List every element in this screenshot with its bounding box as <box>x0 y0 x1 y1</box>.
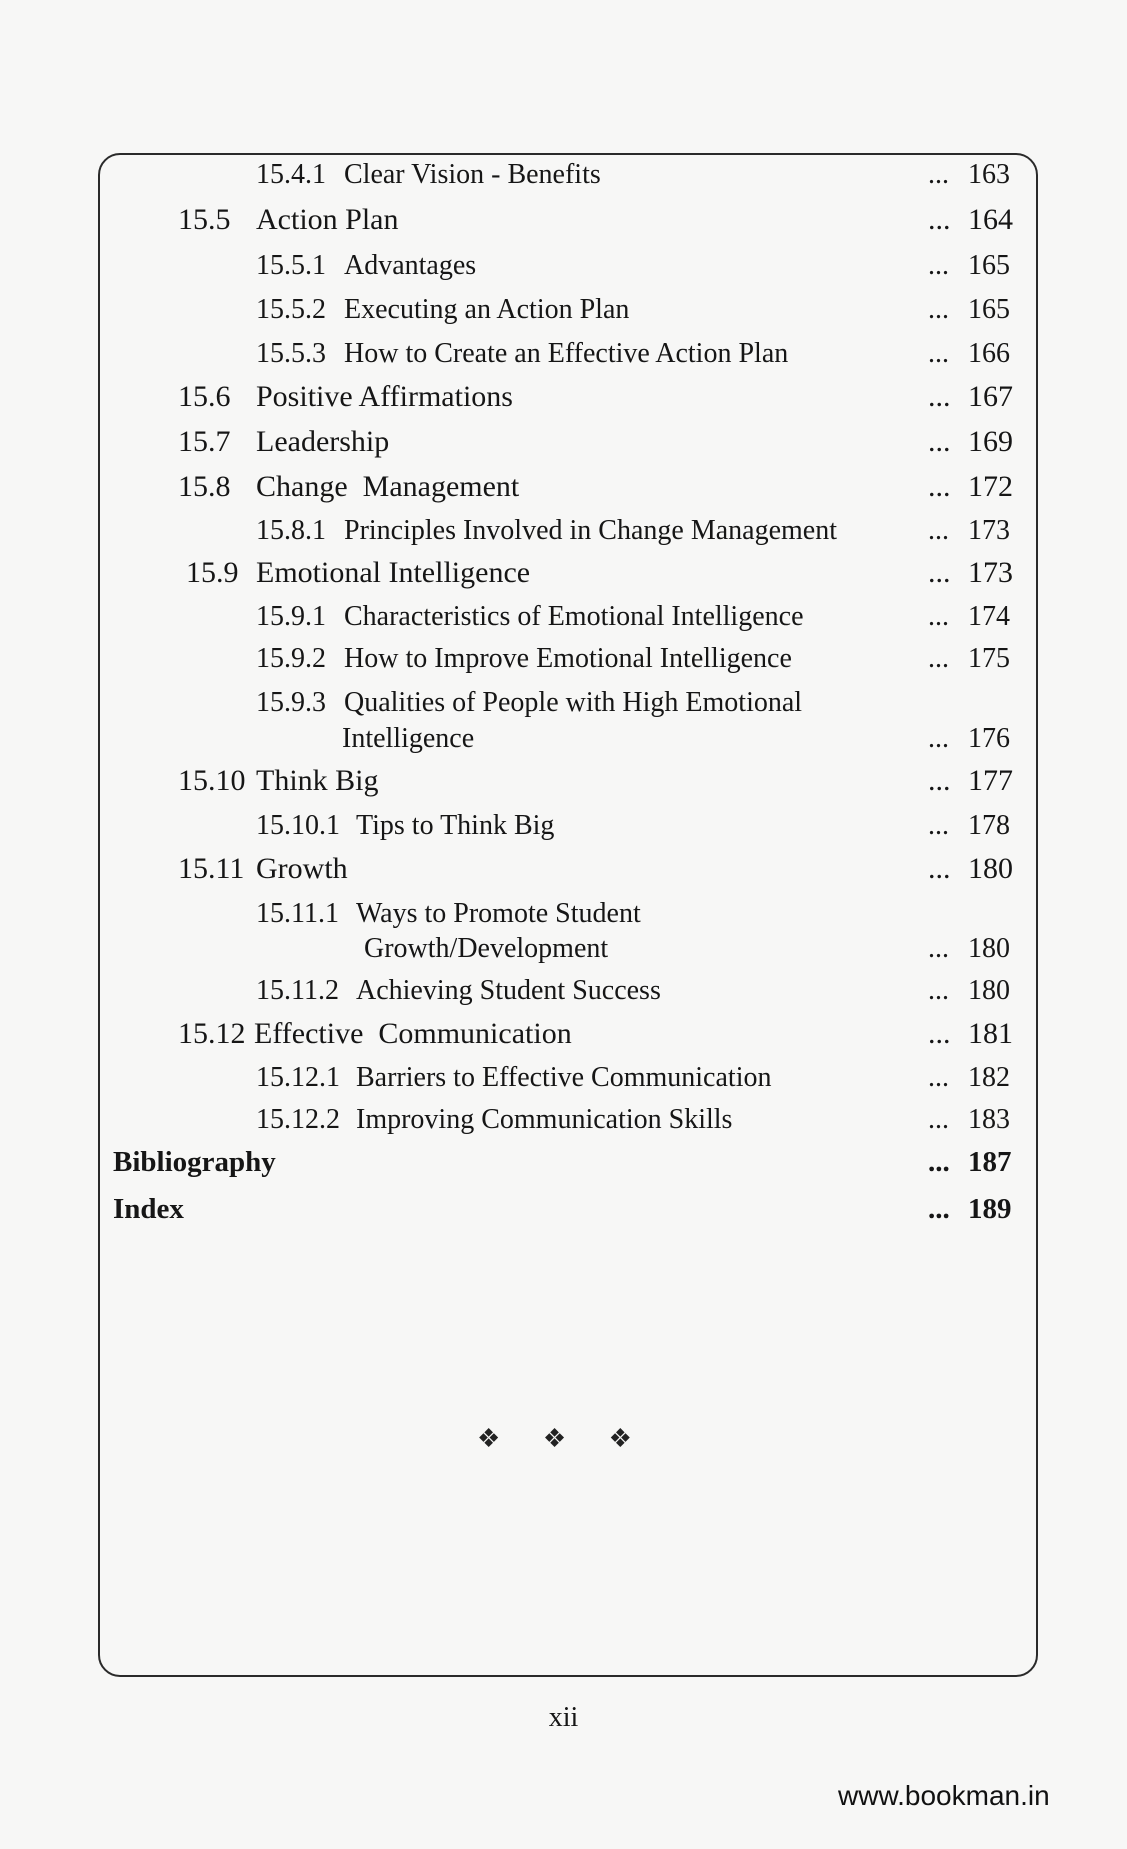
leader-dots: ... <box>928 723 949 754</box>
leader-dots: ... <box>928 380 951 413</box>
entry-page: 165 <box>968 250 1010 281</box>
entry-title: Emotional Intelligence <box>256 556 531 589</box>
entry-number: 15.6 <box>178 380 231 413</box>
entry-number: 15.10.1 <box>256 810 340 841</box>
entry-page: 177 <box>968 764 1013 797</box>
leader-dots: ... <box>928 470 951 503</box>
entry-title: How to Create an Effective Action Plan <box>344 338 789 369</box>
leader-dots: ... <box>928 250 949 281</box>
entry-title: Think Big <box>256 764 379 797</box>
entry-page: 189 <box>968 1193 1012 1225</box>
entry-number: 15.11.2 <box>256 975 339 1006</box>
entry-page: 165 <box>968 294 1010 325</box>
entry-page: 181 <box>968 1017 1013 1050</box>
entry-page: 173 <box>968 556 1013 589</box>
leader-dots: ... <box>928 1062 949 1093</box>
leader-dots: ... <box>928 515 949 546</box>
entry-page: 174 <box>968 601 1010 632</box>
entry-page: 180 <box>968 852 1013 885</box>
entry-page: 178 <box>968 810 1010 841</box>
leader-dots: ... <box>928 1193 950 1225</box>
entry-title: Leadership <box>256 425 390 458</box>
leader-dots: ... <box>928 425 951 458</box>
leader-dots: ... <box>928 159 949 190</box>
entry-number: 15.8 <box>178 470 231 503</box>
entry-number: 15.7 <box>178 425 231 458</box>
entry-number: 15.12.1 <box>256 1062 340 1093</box>
entry-number: 15.5 <box>178 203 231 236</box>
ornament-divider: ❖ ❖ ❖ <box>477 1424 650 1453</box>
entry-number: 15.11.1 <box>256 898 339 929</box>
entry-title: Growth <box>256 852 348 885</box>
entry-page: 163 <box>968 159 1010 190</box>
leader-dots: ... <box>928 643 949 674</box>
entry-page: 166 <box>968 338 1010 369</box>
leader-dots: ... <box>928 338 949 369</box>
entry-number: 15.5.1 <box>256 250 326 281</box>
leader-dots: ... <box>928 852 951 885</box>
entry-title: Barriers to Effective Communication <box>356 1062 772 1093</box>
leader-dots: ... <box>928 1017 951 1050</box>
entry-title: Characteristics of Emotional Intelligence <box>344 601 804 632</box>
entry-page: 182 <box>968 1062 1010 1093</box>
entry-number: 15.4.1 <box>256 159 326 190</box>
leader-dots: ... <box>928 810 949 841</box>
entry-number: 15.9 <box>186 556 239 589</box>
entry-title: Advantages <box>344 250 477 281</box>
entry-title: Positive Affirmations <box>256 380 513 413</box>
entry-title: Tips to Think Big <box>356 810 555 841</box>
entry-title: Change Management <box>256 470 520 503</box>
entry-page: 164 <box>968 203 1013 236</box>
watermark-url: www.bookman.in <box>838 1780 1050 1811</box>
leader-dots: ... <box>928 933 949 964</box>
entry-title: Achieving Student Success <box>356 975 661 1006</box>
entry-page: 176 <box>968 723 1010 754</box>
page-number: xii <box>548 1702 579 1733</box>
entry-number: 15.11 <box>178 852 245 885</box>
entry-page: 183 <box>968 1104 1010 1135</box>
leader-dots: ... <box>928 294 949 325</box>
entry-page: 187 <box>968 1146 1012 1178</box>
entry-title: Executing an Action Plan <box>344 294 630 325</box>
entry-title: Effective Communication <box>254 1017 572 1050</box>
entry-number: 15.12.2 <box>256 1104 340 1135</box>
entry-page: 172 <box>968 470 1013 503</box>
entry-number: 15.9.1 <box>256 601 326 632</box>
leader-dots: ... <box>928 764 951 797</box>
leader-dots: ... <box>928 203 951 236</box>
entry-title: Improving Communication Skills <box>356 1104 733 1135</box>
entry-number: 15.9.3 <box>256 687 326 718</box>
entry-page: 175 <box>968 643 1010 674</box>
entry-number: 15.10 <box>178 764 246 797</box>
entry-page: 180 <box>968 933 1010 964</box>
leader-dots: ... <box>928 975 949 1006</box>
entry-page: 180 <box>968 975 1010 1006</box>
entry-title: Action Plan <box>256 203 399 236</box>
entry-title-continued: Growth/Development <box>364 933 609 964</box>
entry-page: 173 <box>968 515 1010 546</box>
entry-title: How to Improve Emotional Intelligence <box>344 643 792 674</box>
entry-title: Bibliography <box>113 1146 276 1178</box>
entry-page: 167 <box>968 380 1013 413</box>
entry-title: Index <box>113 1193 184 1225</box>
entry-title: Clear Vision - Benefits <box>344 159 601 190</box>
leader-dots: ... <box>928 1104 949 1135</box>
entry-number: 15.8.1 <box>256 515 326 546</box>
entry-title: Qualities of People with High Emotional <box>344 687 803 718</box>
entry-title: Ways to Promote Student <box>356 898 641 929</box>
entry-number: 15.12 <box>178 1017 246 1050</box>
leader-dots: ... <box>928 556 951 589</box>
entry-number: 15.5.3 <box>256 338 326 369</box>
entry-title: Principles Involved in Change Management <box>344 515 837 546</box>
leader-dots: ... <box>928 1146 950 1178</box>
leader-dots: ... <box>928 601 949 632</box>
entry-page: 169 <box>968 425 1013 458</box>
entry-number: 15.5.2 <box>256 294 326 325</box>
entry-number: 15.9.2 <box>256 643 326 674</box>
entry-title-continued: Intelligence <box>342 723 475 754</box>
